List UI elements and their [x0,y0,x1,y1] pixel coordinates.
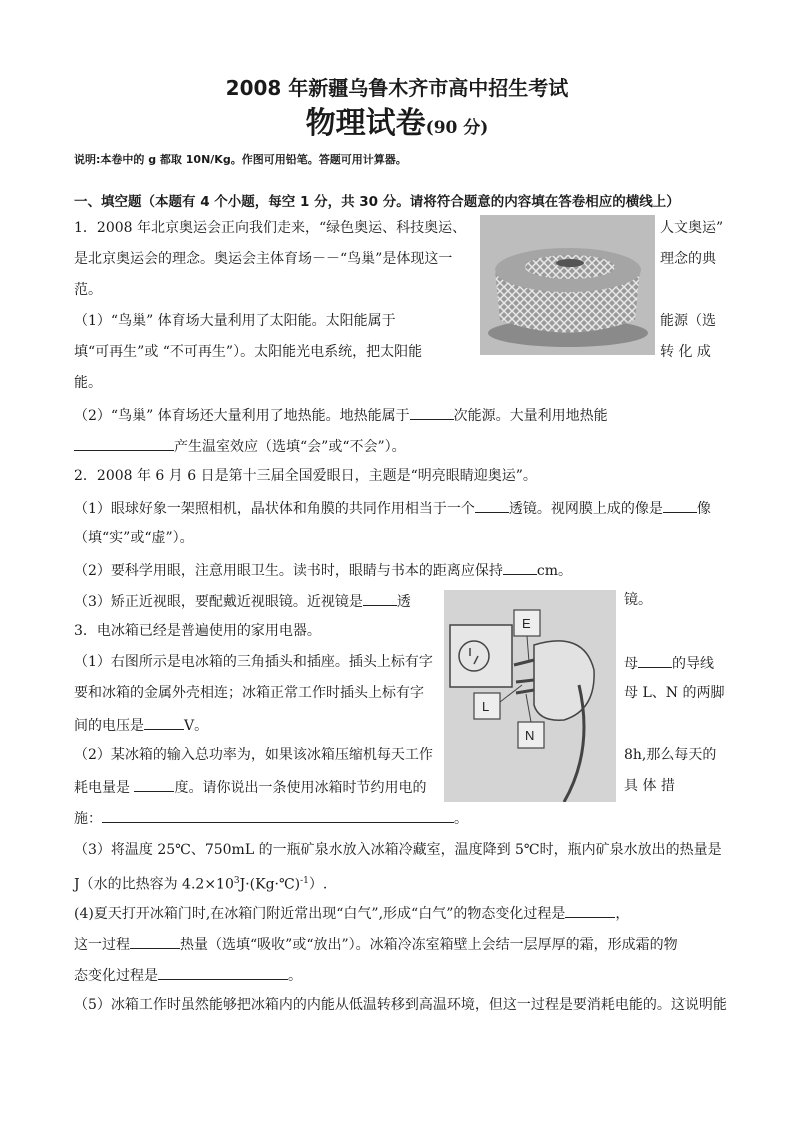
q3-p4-text-f: 。 [288,968,302,984]
q1-line1-right: 人文奥运” [660,220,724,236]
q3-p1-line2: 要和冰箱的金属外壳相连；冰箱正常工作时插头上标有字 [74,685,424,701]
q2-stem: 2．2008 年 6 月 6 日是第十三届全国爱眼日，主题是“明亮眼睛迎奥运”。 [74,468,537,484]
q1-p2-text-a: （2）“鸟巢” 体育场还大量利用了地热能。地热能属于 [74,408,410,424]
section-heading: 一、填空题（本题有 4 个小题，每空 1 分，共 30 分。请将符合题意的内容填在答卷相应的横线上） [74,194,680,210]
answer-blank[interactable] [410,405,454,420]
q3-p1-text-r2: 的导线 [672,656,714,672]
q2-p1-line1 [74,498,711,518]
answer-blank[interactable] [130,934,180,949]
q3-p4-text-c: 这一过程 [74,937,130,953]
q3-p1-line1: （1）右图所示是电冰箱的三角插头和插座。插头上标有字 [74,654,433,670]
q3-p2-text-c: 施： [74,811,102,827]
q3-p1-line2-right: 母 L、N 的两脚 [624,685,725,701]
q1-p1-line2: 填“可再生”或 “不可再生”）。太阳能光电系统，把太阳能 [74,344,423,360]
q2-p1-text-b: 透镜。视网膜上成的像是 [508,501,663,517]
q1-p2-text-c: 产生温室效应（选填“会”或“不会”）。 [174,439,406,455]
q2-p1-line2: （填“实”或“虚”）。 [74,530,194,546]
q3-p1-line1-right [624,653,714,673]
answer-blank[interactable] [565,903,615,918]
q3-p4-line3 [74,965,302,985]
answer-blank[interactable] [144,715,184,730]
q1-p1-line2-right: 转 化 成 [660,344,711,360]
answer-blank[interactable] [503,560,537,575]
q1-line2-right: 理念的典 [660,251,716,267]
answer-blank[interactable] [475,498,509,513]
q3-p3-text-a: J（水的比热容为 4.2×10 [74,876,234,893]
instructions: 说明:本卷中的 g 都取 10N/Kg。作图可用铅笔。答题可用计算器。 [74,153,407,166]
q2-p3-text-a: （3）矫正近视眼，要配戴近视眼镜。近视镜是 [74,594,363,610]
q3-p2-text-a: 耗电量是 [74,780,135,796]
q1-p2-text-b: 次能源。大量利用地热能 [453,408,608,424]
q3-p2-line2-right: 具 体 措 [624,778,675,794]
paper-title-main: 物理试卷 [305,106,426,141]
q3-stem: 3．电冰箱已经是普遍使用的家用电器。 [74,623,321,639]
q3-p1-line3 [74,715,208,735]
label-l: L [482,699,490,714]
q3-p2-line1: （2）某冰箱的输入总功率为，如果该冰箱压缩机每天工作 [74,747,433,763]
q2-p2-text-b: cm。 [536,563,573,579]
plug-socket-figure [444,590,616,802]
q3-p3-line1: （3）将温度 25℃、750mL 的一瓶矿泉水放入冰箱冷藏室，温度降到 5℃时，瓶内矿泉水放出的热量是 [74,842,722,858]
q1-p1-line3: 能。 [74,375,102,391]
q2-p2 [74,560,572,580]
q1-p1-line1: （1）“鸟巢” 体育场大量利用了太阳能。太阳能属于 [74,313,396,329]
answer-blank[interactable] [102,808,454,823]
q3-p4-text-b: ， [615,906,630,922]
q3-p2-line1-right: 8h,那么每天的 [624,747,717,763]
q1-p1-line1-right: 能源（选 [660,313,716,329]
q3-p1-text-c: 间的电压是 [74,718,144,734]
q1-line1: 1．2008 年北京奥运会正向我们走来，“绿色奥运、科技奥运、 [74,220,467,236]
label-n: N [525,728,535,743]
q3-p3-text-c: ）. [308,876,328,893]
q3-p3-text-b: J·(Kg·℃) [239,876,301,893]
answer-blank[interactable] [134,777,174,792]
q3-p4-text-d: 热量（选填“吸收”或“放出”）。冰箱冷冻室箱壁上会结一层厚厚的霜，形成霜的物 [180,937,678,953]
answer-blank[interactable] [363,591,397,606]
q2-p1-text-c: 像 [696,501,711,517]
q3-p3-line2 [74,872,327,894]
q2-p3 [74,591,411,611]
paper-score: (90 分) [425,118,489,138]
q3-p2-text-b: 度。请你说出一条使用冰箱时节约用电的 [174,780,427,796]
q2-p1-text-a: （1）眼球好象一架照相机，晶状体和角膜的共同作用相当于一个 [74,501,475,517]
q3-p2-line2 [74,777,426,797]
q3-p4-line2 [74,934,678,954]
q3-p1-text-d: V。 [184,718,209,734]
q3-p2-text-d: 。 [454,811,468,827]
answer-blank[interactable] [638,653,672,668]
q3-p2-line3 [74,808,468,828]
answer-blank[interactable] [74,436,174,451]
answer-blank[interactable] [158,965,288,980]
q1-line3: 范。 [74,282,102,298]
q3-p4-text-e: 态变化过程是 [74,968,158,984]
label-e: E [522,616,531,631]
q3-p4-text-a: (4)夏天打开冰箱门时,在冰箱门附近常出现“白气”,形成“白气”的物态变化过程是 [74,906,566,922]
q3-p5: （5）冰箱工作时虽然能够把冰箱内的内能从低温转移到高温环境，但这一过程是要消耗电能的。这说明能 [74,997,727,1013]
paper-title [0,104,794,148]
q3-p4-line1 [74,903,629,923]
q2-p2-text-a: （2）要科学用眼，注意用眼卫生。读书时，眼睛与书本的距离应保持 [74,563,503,579]
exam-title: 2008 年新疆乌鲁木齐市高中招生考试 [225,76,569,100]
q1-p2-line1 [74,405,608,425]
answer-blank[interactable] [663,498,697,513]
q1-line2: 是北京奥运会的理念。奥运会主体育场－－“鸟巢”是体现这一 [74,251,453,267]
q2-p3-right: 镜。 [624,592,652,608]
q3-p3-sup1: 3 [233,876,240,886]
q2-p3-text-b: 透 [396,594,411,610]
q3-p3-sup2: -1 [300,876,309,886]
q3-p1-text-r1: 母 [624,656,638,672]
q1-p2-line2 [74,436,406,456]
birds-nest-stadium-photo [480,215,655,355]
